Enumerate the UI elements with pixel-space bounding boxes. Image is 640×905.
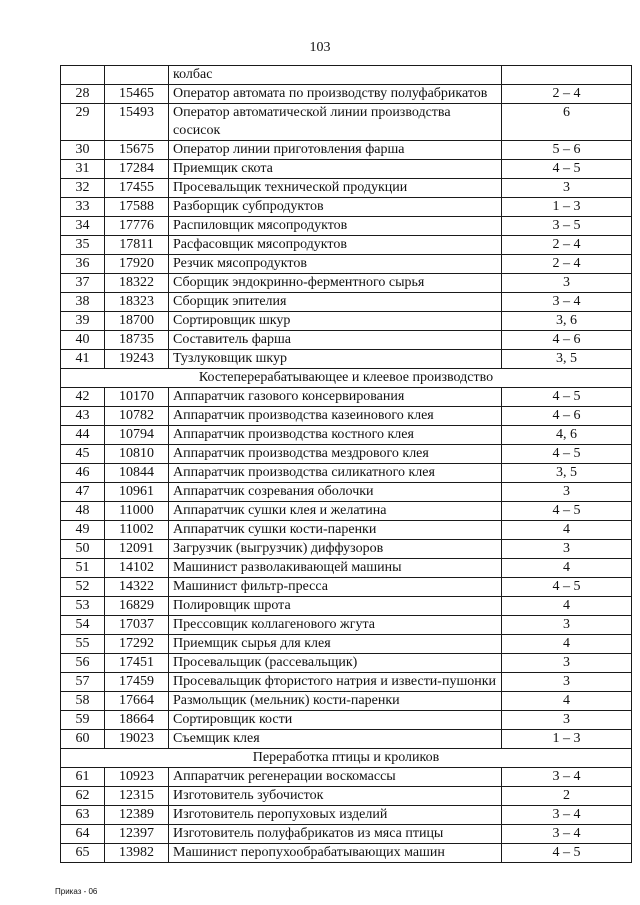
table-row	[61, 217, 632, 236]
row-number: 57	[61, 673, 105, 692]
profession-code: 17664	[105, 692, 169, 711]
grade-range: 4 – 5	[502, 388, 632, 407]
grade-range: 5 – 6	[502, 141, 632, 160]
row-number: 47	[61, 483, 105, 502]
grade-range: 1 – 3	[502, 730, 632, 749]
profession-name: Тузлуковщик шкур	[169, 350, 502, 369]
row-number: 54	[61, 616, 105, 635]
profession-code: 15675	[105, 141, 169, 160]
profession-name: Расфасовщик мясопродуктов	[169, 236, 502, 255]
profession-name: Изготовитель зубочисток	[169, 787, 502, 806]
profession-code: 14102	[105, 559, 169, 578]
profession-code: 10961	[105, 483, 169, 502]
table-row	[61, 331, 632, 350]
profession-name: Изготовитель перопуховых изделий	[169, 806, 502, 825]
row-number	[61, 66, 105, 85]
grade-range: 3	[502, 179, 632, 198]
row-number: 62	[61, 787, 105, 806]
row-number: 28	[61, 85, 105, 104]
row-number: 31	[61, 160, 105, 179]
grade-range: 4	[502, 692, 632, 711]
table-row	[61, 502, 632, 521]
table-row	[61, 85, 632, 104]
grade-range: 4 – 5	[502, 160, 632, 179]
profession-code: 17588	[105, 198, 169, 217]
row-number: 52	[61, 578, 105, 597]
grade-range: 3 – 5	[502, 217, 632, 236]
grade-range: 3, 5	[502, 464, 632, 483]
section-title: Костеперерабатывающее и клеевое производство	[61, 369, 632, 388]
row-number: 49	[61, 521, 105, 540]
profession-code: 12389	[105, 806, 169, 825]
grade-range: 3 – 4	[502, 825, 632, 844]
grade-range: 4 – 5	[502, 502, 632, 521]
profession-code: 17451	[105, 654, 169, 673]
table-row	[61, 426, 632, 445]
professions-table-body	[61, 66, 632, 863]
grade-range: 3, 6	[502, 312, 632, 331]
table-row	[61, 350, 632, 369]
table-row	[61, 768, 632, 787]
profession-code	[105, 66, 169, 85]
grade-range: 3	[502, 483, 632, 502]
table-row	[61, 711, 632, 730]
table-row	[61, 293, 632, 312]
profession-code: 17455	[105, 179, 169, 198]
table-row	[61, 464, 632, 483]
grade-range: 3	[502, 540, 632, 559]
profession-name: Просевальщик фтористого натрия и извести-пушонки	[169, 673, 502, 692]
table-row	[61, 104, 632, 141]
profession-name: Аппаратчик производства мездрового клея	[169, 445, 502, 464]
grade-range: 3 – 4	[502, 768, 632, 787]
grade-range: 3	[502, 616, 632, 635]
row-number: 40	[61, 331, 105, 350]
profession-name: Сортировщик кости	[169, 711, 502, 730]
profession-name: Машинист фильтр-пресса	[169, 578, 502, 597]
grade-range: 4	[502, 559, 632, 578]
row-number: 29	[61, 104, 105, 141]
row-number: 51	[61, 559, 105, 578]
profession-code: 17811	[105, 236, 169, 255]
table-row	[61, 844, 632, 863]
profession-name: Аппаратчик производства силикатного клея	[169, 464, 502, 483]
profession-name: Аппаратчик газового консервирования	[169, 388, 502, 407]
profession-name: Машинист перопухообрабатывающих машин	[169, 844, 502, 863]
section-title: Переработка птицы и кроликов	[61, 749, 632, 768]
profession-code: 10782	[105, 407, 169, 426]
grade-range: 1 – 3	[502, 198, 632, 217]
grade-range: 3 – 4	[502, 293, 632, 312]
profession-code: 12091	[105, 540, 169, 559]
profession-name: Резчик мясопродуктов	[169, 255, 502, 274]
profession-code: 14322	[105, 578, 169, 597]
row-number: 41	[61, 350, 105, 369]
table-row	[61, 236, 632, 255]
grade-range: 3	[502, 654, 632, 673]
profession-name: Прессовщик коллагенового жгута	[169, 616, 502, 635]
profession-code: 11002	[105, 521, 169, 540]
row-number: 32	[61, 179, 105, 198]
row-number: 44	[61, 426, 105, 445]
row-number: 48	[61, 502, 105, 521]
profession-code: 12397	[105, 825, 169, 844]
profession-code: 17037	[105, 616, 169, 635]
table-row	[61, 559, 632, 578]
row-number: 61	[61, 768, 105, 787]
table-row	[61, 825, 632, 844]
grade-range: 4	[502, 635, 632, 654]
profession-name: Аппаратчик регенерации воскомассы	[169, 768, 502, 787]
row-number: 58	[61, 692, 105, 711]
profession-name: Полировщик шрота	[169, 597, 502, 616]
profession-code: 17920	[105, 255, 169, 274]
table-row	[61, 540, 632, 559]
grade-range: 4 – 6	[502, 407, 632, 426]
row-number: 42	[61, 388, 105, 407]
grade-range: 3 – 4	[502, 806, 632, 825]
profession-code: 10923	[105, 768, 169, 787]
row-number: 35	[61, 236, 105, 255]
profession-name: Аппаратчик производства казеинового клея	[169, 407, 502, 426]
profession-code: 10844	[105, 464, 169, 483]
row-number: 50	[61, 540, 105, 559]
profession-code: 18322	[105, 274, 169, 293]
row-number: 37	[61, 274, 105, 293]
profession-code: 11000	[105, 502, 169, 521]
row-number: 36	[61, 255, 105, 274]
profession-code: 17776	[105, 217, 169, 236]
profession-code: 18664	[105, 711, 169, 730]
table-row	[61, 198, 632, 217]
row-number: 65	[61, 844, 105, 863]
profession-code: 17292	[105, 635, 169, 654]
profession-name: Оператор автоматической линии производства сосисок	[169, 104, 502, 141]
profession-name: Загрузчик (выгрузчик) диффузоров	[169, 540, 502, 559]
profession-name: Аппаратчик созревания оболочки	[169, 483, 502, 502]
grade-range: 2 – 4	[502, 236, 632, 255]
table-row	[61, 274, 632, 293]
row-number: 45	[61, 445, 105, 464]
section-header-row	[61, 369, 632, 388]
row-number: 56	[61, 654, 105, 673]
row-number: 63	[61, 806, 105, 825]
profession-name: Размольщик (мельник) кости-паренки	[169, 692, 502, 711]
table-row	[61, 445, 632, 464]
profession-name: колбас	[169, 66, 502, 85]
row-number: 46	[61, 464, 105, 483]
grade-range: 4 – 6	[502, 331, 632, 350]
profession-code: 13982	[105, 844, 169, 863]
profession-code: 19023	[105, 730, 169, 749]
grade-range: 4 – 5	[502, 445, 632, 464]
row-number: 64	[61, 825, 105, 844]
profession-code: 17284	[105, 160, 169, 179]
table-row	[61, 141, 632, 160]
row-number: 38	[61, 293, 105, 312]
row-number: 59	[61, 711, 105, 730]
row-number: 30	[61, 141, 105, 160]
profession-code: 18735	[105, 331, 169, 350]
grade-range: 4 – 5	[502, 844, 632, 863]
profession-code: 18323	[105, 293, 169, 312]
profession-name: Сортировщик шкур	[169, 312, 502, 331]
row-number: 60	[61, 730, 105, 749]
table-row	[61, 66, 632, 85]
profession-code: 12315	[105, 787, 169, 806]
row-number: 55	[61, 635, 105, 654]
profession-name: Изготовитель полуфабрикатов из мяса птицы	[169, 825, 502, 844]
table-row	[61, 312, 632, 331]
profession-name: Аппаратчик сушки кости-паренки	[169, 521, 502, 540]
table-row	[61, 521, 632, 540]
grade-range: 3	[502, 673, 632, 692]
profession-name: Сборщик эпителия	[169, 293, 502, 312]
table-row	[61, 730, 632, 749]
grade-range: 3, 5	[502, 350, 632, 369]
table-row	[61, 578, 632, 597]
table-row	[61, 787, 632, 806]
grade-range: 3	[502, 274, 632, 293]
grade-range: 4, 6	[502, 426, 632, 445]
table-row	[61, 388, 632, 407]
profession-name: Составитель фарша	[169, 331, 502, 350]
profession-name: Распиловщик мясопродуктов	[169, 217, 502, 236]
profession-name: Оператор автомата по производству полуфабрикатов	[169, 85, 502, 104]
profession-code: 15465	[105, 85, 169, 104]
table-row	[61, 806, 632, 825]
table-row	[61, 407, 632, 426]
profession-name: Просевальщик технической продукции	[169, 179, 502, 198]
grade-range: 2	[502, 787, 632, 806]
profession-code: 19243	[105, 350, 169, 369]
grade-range: 4 – 5	[502, 578, 632, 597]
profession-name: Просевальщик (рассевальщик)	[169, 654, 502, 673]
profession-name: Сборщик эндокринно-ферментного сырья	[169, 274, 502, 293]
footer-order-label: Приказ - 06	[55, 887, 98, 896]
table-row	[61, 179, 632, 198]
profession-code: 15493	[105, 104, 169, 141]
row-number: 33	[61, 198, 105, 217]
profession-code: 17459	[105, 673, 169, 692]
profession-code: 10810	[105, 445, 169, 464]
table-row	[61, 654, 632, 673]
grade-range: 4	[502, 521, 632, 540]
grade-range	[502, 66, 632, 85]
grade-range: 4	[502, 597, 632, 616]
profession-name: Машинист разволакивающей машины	[169, 559, 502, 578]
table-row	[61, 692, 632, 711]
grade-range: 2 – 4	[502, 255, 632, 274]
row-number: 53	[61, 597, 105, 616]
professions-table	[60, 65, 632, 863]
page-number: 103	[309, 40, 331, 55]
profession-name: Приемщик скота	[169, 160, 502, 179]
grade-range: 2 – 4	[502, 85, 632, 104]
profession-name: Разборщик субпродуктов	[169, 198, 502, 217]
profession-code: 16829	[105, 597, 169, 616]
row-number: 34	[61, 217, 105, 236]
table-row	[61, 635, 632, 654]
section-header-row	[61, 749, 632, 768]
row-number: 39	[61, 312, 105, 331]
table-row	[61, 597, 632, 616]
profession-code: 10794	[105, 426, 169, 445]
profession-name: Аппаратчик производства костного клея	[169, 426, 502, 445]
profession-code: 10170	[105, 388, 169, 407]
profession-name: Оператор линии приготовления фарша	[169, 141, 502, 160]
table-row	[61, 483, 632, 502]
grade-range: 6	[502, 104, 632, 141]
profession-name: Приемщик сырья для клея	[169, 635, 502, 654]
table-row	[61, 673, 632, 692]
table-row	[61, 160, 632, 179]
table-row	[61, 616, 632, 635]
row-number: 43	[61, 407, 105, 426]
table-row	[61, 255, 632, 274]
profession-code: 18700	[105, 312, 169, 331]
profession-name: Съемщик клея	[169, 730, 502, 749]
profession-name: Аппаратчик сушки клея и желатина	[169, 502, 502, 521]
grade-range: 3	[502, 711, 632, 730]
